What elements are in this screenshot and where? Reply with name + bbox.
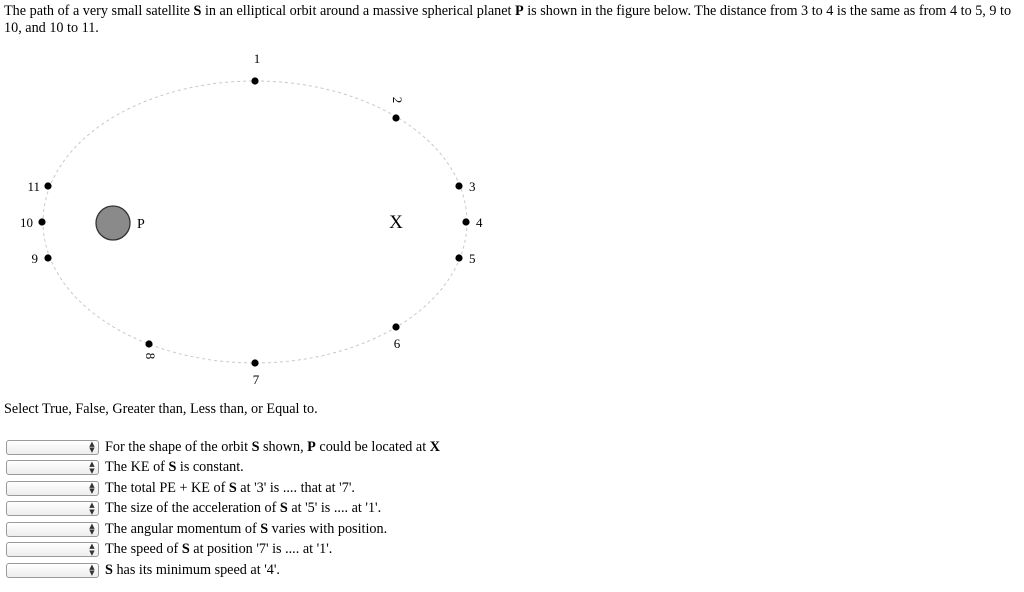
planet bbox=[96, 206, 130, 240]
center-label: X bbox=[389, 212, 403, 233]
select-arrows-icon: ▲ ▼ bbox=[89, 542, 95, 557]
statement-segment: S bbox=[168, 459, 177, 476]
orbit-diagram bbox=[0, 45, 520, 395]
orbit-point-label-11: 11 bbox=[27, 179, 40, 194]
statement-segment: The angular momentum of bbox=[105, 520, 261, 537]
intro-satellite-label: S bbox=[193, 3, 202, 19]
orbit-points bbox=[20, 51, 483, 387]
orbit-point-6 bbox=[392, 323, 399, 330]
orbit-point-7 bbox=[251, 359, 258, 366]
statement-segment: For the shape of the orbit bbox=[105, 438, 252, 455]
intro-text-3: is shown in the figure below. The distance from 3 to 4 is the same as from 4 to 5, 9 to 10, and 10 to 11. bbox=[4, 3, 1012, 36]
answer-select-7[interactable] bbox=[6, 563, 99, 578]
statement-list bbox=[6, 437, 440, 581]
statement-segment: has its minimum speed at '4'. bbox=[112, 561, 280, 578]
orbit-point-11 bbox=[44, 182, 51, 189]
orbit-point-label-9: 9 bbox=[31, 251, 38, 266]
statement-segment: The total PE + KE of bbox=[105, 479, 229, 496]
intro-text-1: The path of a very small satellite bbox=[4, 3, 194, 19]
select-arrows-icon: ▲ ▼ bbox=[89, 562, 95, 578]
statement-segment: The KE of bbox=[105, 459, 169, 476]
intro-text-2: in an elliptical orbit around a massive spherical planet bbox=[201, 3, 515, 19]
statement-text bbox=[105, 439, 440, 456]
orbit-point-10 bbox=[38, 218, 45, 225]
orbit-point-label-8: 8 bbox=[143, 352, 158, 360]
statement-text bbox=[105, 500, 381, 517]
orbit-point-label-2: 2 bbox=[390, 96, 405, 104]
orbit-point-5 bbox=[455, 254, 462, 261]
statement-text bbox=[105, 562, 280, 579]
statement-segment: P bbox=[307, 438, 316, 455]
statement-text bbox=[105, 541, 332, 558]
orbit-point-1 bbox=[251, 77, 258, 84]
orbit-point-4 bbox=[462, 218, 469, 225]
orbit-point-label-7: 7 bbox=[252, 372, 260, 387]
orbit-point-8 bbox=[145, 340, 152, 347]
statement-row bbox=[6, 478, 440, 499]
statement-segment: could be located at bbox=[315, 438, 430, 455]
statement-segment: at position '7' is .... at '1'. bbox=[189, 541, 333, 558]
select-arrows-icon: ▲ ▼ bbox=[89, 460, 95, 475]
statement-segment: varies with position. bbox=[268, 520, 388, 537]
answer-select-1[interactable] bbox=[6, 440, 99, 455]
orbit-point-label-10: 10 bbox=[20, 215, 33, 230]
statement-segment: X bbox=[429, 438, 440, 455]
intro-planet-label: P bbox=[515, 3, 524, 19]
statement-row bbox=[6, 519, 440, 540]
statement-segment: S bbox=[181, 541, 190, 558]
statement-row bbox=[6, 458, 440, 479]
statement-segment: The size of the acceleration of bbox=[105, 500, 280, 517]
answer-select-3[interactable] bbox=[6, 481, 99, 496]
problem-intro bbox=[4, 3, 1020, 37]
statement-segment: at '5' is .... at '1'. bbox=[287, 500, 382, 517]
answer-select-5[interactable] bbox=[6, 522, 99, 537]
orbit-point-label-6: 6 bbox=[393, 336, 401, 351]
statement-segment: S bbox=[228, 479, 237, 496]
statement-row bbox=[6, 560, 440, 581]
planet-label: P bbox=[137, 217, 145, 232]
answer-select-2[interactable] bbox=[6, 460, 99, 475]
orbit-point-label-3: 3 bbox=[469, 179, 476, 194]
statement-row bbox=[6, 499, 440, 520]
statement-text bbox=[105, 521, 387, 538]
select-arrows-icon: ▲ ▼ bbox=[89, 521, 95, 537]
statement-segment: shown, bbox=[259, 438, 308, 455]
statement-segment: S bbox=[260, 520, 269, 537]
statement-row bbox=[6, 437, 440, 458]
statement-segment: S bbox=[105, 561, 113, 578]
statement-segment: S bbox=[279, 500, 288, 517]
statement-segment: at '3' is .... that at '7'. bbox=[236, 479, 355, 496]
answer-select-4[interactable] bbox=[6, 501, 99, 516]
answer-select-6[interactable] bbox=[6, 542, 99, 557]
instructions: Select True, False, Greater than, Less than, or Equal to. bbox=[4, 401, 318, 417]
statement-segment: is constant. bbox=[176, 459, 244, 476]
statement-segment: The speed of bbox=[105, 541, 182, 558]
statement-row bbox=[6, 540, 440, 561]
orbit-point-label-5: 5 bbox=[469, 251, 476, 266]
select-arrows-icon: ▲ ▼ bbox=[89, 480, 95, 496]
orbit-point-2 bbox=[392, 114, 399, 121]
orbit-point-label-4: 4 bbox=[476, 215, 483, 230]
select-arrows-icon: ▲ ▼ bbox=[89, 439, 95, 455]
statement-text bbox=[105, 459, 244, 476]
select-arrows-icon: ▲ ▼ bbox=[89, 501, 95, 516]
orbit-point-label-1: 1 bbox=[253, 51, 261, 66]
statement-segment: S bbox=[251, 438, 260, 455]
orbit-point-3 bbox=[455, 182, 462, 189]
statement-text bbox=[105, 480, 355, 497]
orbit-point-9 bbox=[44, 254, 51, 261]
